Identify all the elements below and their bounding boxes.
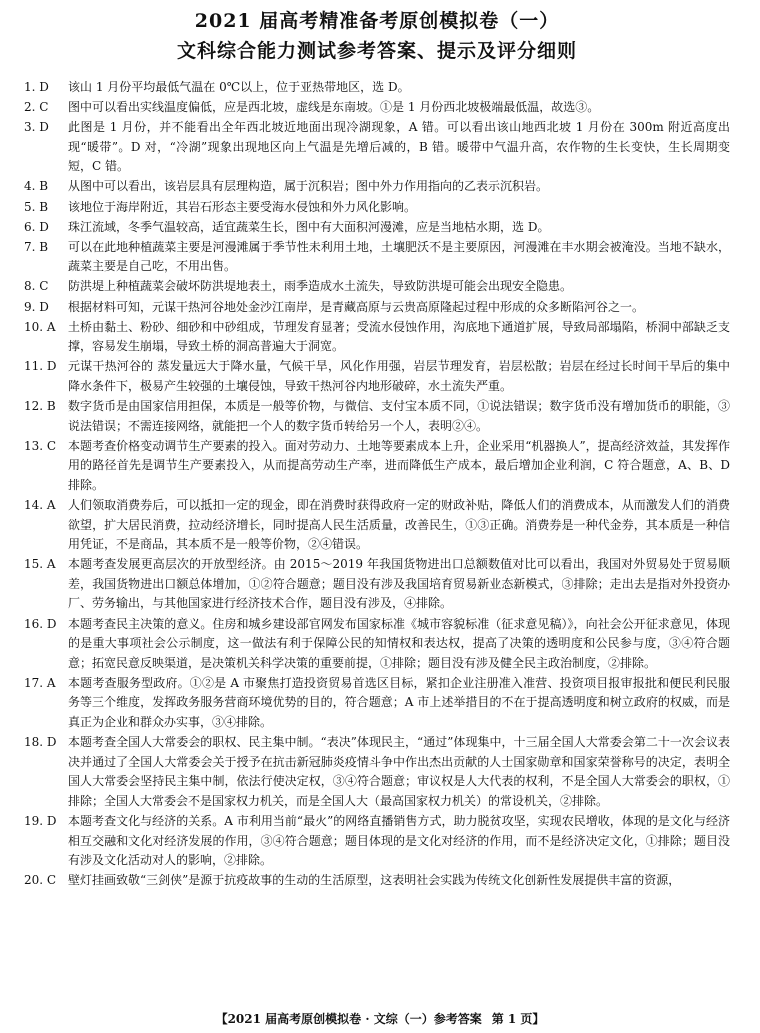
answer-number: 13. C (24, 438, 57, 453)
answer-item (24, 733, 730, 811)
answer-list (24, 78, 730, 891)
answer-explanation: 珠江流域，冬季气温较高，适宜蔬菜生长，图中有大面积河漫滩，应是当地枯水期，选 D。 (68, 219, 550, 234)
answer-explanation: 数字货币是由国家信用担保，本质是一般等价物，与微信、支付宝本质不同，①说法错误；数字货币没有增加货币的职能，③说法错误；不需连接网络，就能把一个人的数字货币转给另一个人，表明②④。 (68, 399, 730, 433)
answer-item (24, 277, 730, 297)
answer-explanation: 人们领取消费券后，可以抵扣一定的现金，即在消费时获得政府一定的财政补贴，降低人们的消费成本，从而激发人们的消费欲望，扩大居民消费，拉动经济增长，同时提高人民生活质量，改善民生，①③正确。消费券是一种代金券，其本质是一种信用凭证，不是商品，其本质不是一般等价物，②④错误。 (68, 497, 730, 552)
answer-explanation: 土桥由黏土、粉砂、细砂和中砂组成，节理发育显著；受流水侵蚀作用，沟底地下通道扩展，导致局部塌陷，桥洞中部缺乏支撑，容易发生崩塌，导致土桥的洞高普遍大于洞宽。 (68, 319, 730, 354)
answer-item (24, 98, 730, 118)
answer-number: 14. A (24, 497, 56, 512)
answer-explanation: 图中可以看出实线温度偏低，应是西北坡，虚线是东南坡。①是 1 月份西北坡极端最低温，故选③。 (68, 100, 600, 115)
answer-number: 11. D (24, 359, 57, 374)
answer-item (24, 615, 730, 674)
answer-item (24, 555, 730, 614)
footer-label: 【2021 届高考原创模拟卷 · 文综（一）参考答案 (215, 1012, 482, 1026)
answer-explanation: 本题考查发展更高层次的开放型经济。由 2015～2019 年我国货物进出口总额数值对比可以看出，我国对外贸易处于贸易顺差，我国货物进出口额总体增加，①②符合题意；题目没有涉及我国培育贸易新业态新模式，③排除；走出去是指对外投资办厂、劳务输出，与其他国家进行经济技术合作，题目没有涉及，④排除。 (68, 557, 730, 611)
answer-number: 5. B (24, 199, 49, 214)
answer-explanation: 本题考查服务型政府。①②是 A 市聚焦打造投资贸易首选区目标，紧扣企业注册准入准营、投资项目报审报批和便民利民服务等三个维度，发挥政务服务营商环境优势的目的，符合题意；A 市上述举措目的不在于提高透明度和树立政府的权威，而是真正为企业和群众办实事，③④排除。 (68, 675, 730, 729)
answer-item (24, 496, 730, 555)
answer-number: 19. D (24, 813, 57, 828)
answer-explanation: 壁灯挂画致敬“三剑侠”是源于抗疫故事的生动的生活原型，这表明社会实践为传统文化创新性发展提供丰富的资源， (68, 873, 681, 888)
answer-explanation: 此图是 1 月份，并不能看出全年西北坡近地面出现冷湖现象，A 错。可以看出该山地西北坡 1 月份在 300m 附近高度出现“暖带”。D 对，“冷湖”现象出现地区向上气温是先增后减的，B 错。暖带中气温升高，农作物的生长变快，生长周期变短，C 错。 (68, 120, 730, 174)
answer-explanation: 本题考查全国人大常委会的职权、民主集中制。“表决”体现民主，“通过”体现集中，十三届全国人大常委会第二十一次会议表决并通过了全国人大常委会关于授予在抗击新冠肺炎疫情斗争中作出杰出贡献的人士国家勋章和国家荣誉称号的决定，表明全国人大常委会坚持民主集中制，依法行使决定权，③④符合题意；审议权是人大代表的权利，不是全国人大常委会的职权，①排除；全国人大常委会不是国家权力机关，而是全国人大（最高国家权力机关）的常设机关，②排除。 (68, 735, 730, 808)
answer-number: 10. A (24, 319, 56, 334)
answer-item (24, 318, 730, 357)
answer-explanation: 根据材料可知，元谋干热河谷地处金沙江南岸，是青藏高原与云贵高原隆起过程中形成的众多断陷河谷之一。 (68, 299, 645, 314)
answer-number: 15. A (24, 557, 56, 572)
answer-explanation: 可以在此地种植蔬菜主要是河漫滩属于季节性未利用土地，土壤肥沃不是主要原因，河漫滩在丰水期会被淹没。当地不缺水，蔬菜主要是自己吃，不用出售。 (68, 239, 730, 274)
answer-explanation: 该山 1 月份平均最低气温在 0℃以上，位于亚热带地区，选 D。 (68, 80, 410, 94)
answer-item (24, 298, 730, 318)
answer-explanation: 从图中可以看出，该岩层具有层理构造，属于沉积岩；图中外力作用指向的乙表示沉积岩。 (68, 179, 549, 194)
answer-number: 16. D (24, 616, 57, 631)
answer-number: 17. A (24, 675, 56, 690)
answer-item (24, 871, 730, 891)
answer-item (24, 397, 730, 436)
answer-explanation: 该地位于海岸附近，其岩石形态主要受海水侵蚀和外力风化影响。 (68, 199, 417, 214)
answer-number: 18. D (24, 735, 57, 750)
answer-number: 6. D (24, 219, 49, 234)
answer-number: 12. B (24, 399, 56, 413)
answer-item (24, 118, 730, 177)
answer-item (24, 78, 730, 98)
answer-item (24, 674, 730, 733)
answer-number: 20. C (24, 873, 57, 888)
page-footer (0, 1010, 760, 1027)
answer-item (24, 357, 730, 396)
document-subtitle: 文科综合能力测试参考答案、提示及评分细则 (176, 40, 577, 62)
answer-explanation: 本题考查文化与经济的关系。A 市利用当前“最火”的网络直播销售方式，助力脱贫攻坚，实现农民增收，体现的是文化与经济相互交融和文化对经济发展的作用，③④符合题意；题目体现的是文化对经济的作用，而不是经济决定文化，①排除；题目没有涉及文化活动对人的影响，②排除。 (68, 813, 730, 868)
document-title: 2021 届高考精准备考原创模拟卷（一） (194, 10, 560, 32)
answer-number: 1. D (24, 80, 49, 94)
answer-explanation: 元谋干热河谷的 蒸发量远大于降水量，气候干旱，风化作用强，岩层节理发育，岩层松散；岩层在经过长时间干旱后的集中降水条件下，极易产生较强的土壤侵蚀，导致干热河谷内地形破碎，水土流失严重。 (68, 359, 730, 393)
answer-number: 3. D (24, 120, 49, 135)
answer-item (24, 812, 730, 871)
answer-number: 8. C (24, 279, 49, 294)
answer-item (24, 238, 730, 277)
answer-item (24, 198, 730, 218)
answer-explanation: 本题考查价格变动调节生产要素的投入。面对劳动力、土地等要素成本上升，企业采用“机器换人”，提高经济效益，其发挥作用的路径首先是调节生产要素投入，从而提高劳动生产率，进而降低生产成本，最后增加企业利润，C 符合题意，A、B、D 排除。 (68, 438, 730, 492)
answer-number: 9. D (24, 299, 49, 314)
page-number: 第 1 页】 (491, 1012, 545, 1026)
answer-explanation: 本题考查民主决策的意义。住房和城乡建设部官网发布国家标准《城市容貌标准（征求意见稿）》，向社会公开征求意见，体现的是重大事项社会公示制度，这一做法有利于保障公民的知情权和表达权，提高了决策的透明度和公民参与度，③④符合题意；拓宽民意反映渠道，是决策机关科学决策的重要前提，①排除；题目没有涉及健全民主政治制度，②排除。 (68, 616, 730, 670)
answer-item (24, 437, 730, 496)
answer-number: 2. C (24, 100, 49, 115)
answer-number: 4. B (24, 179, 49, 194)
answer-item (24, 177, 730, 197)
answer-explanation: 防洪堤上种植蔬菜会破坏防洪堤地表土，雨季造成水土流失，导致防洪堤可能会出现安全隐患。 (68, 279, 573, 294)
answer-number: 7. B (24, 239, 49, 254)
answer-item (24, 218, 730, 238)
